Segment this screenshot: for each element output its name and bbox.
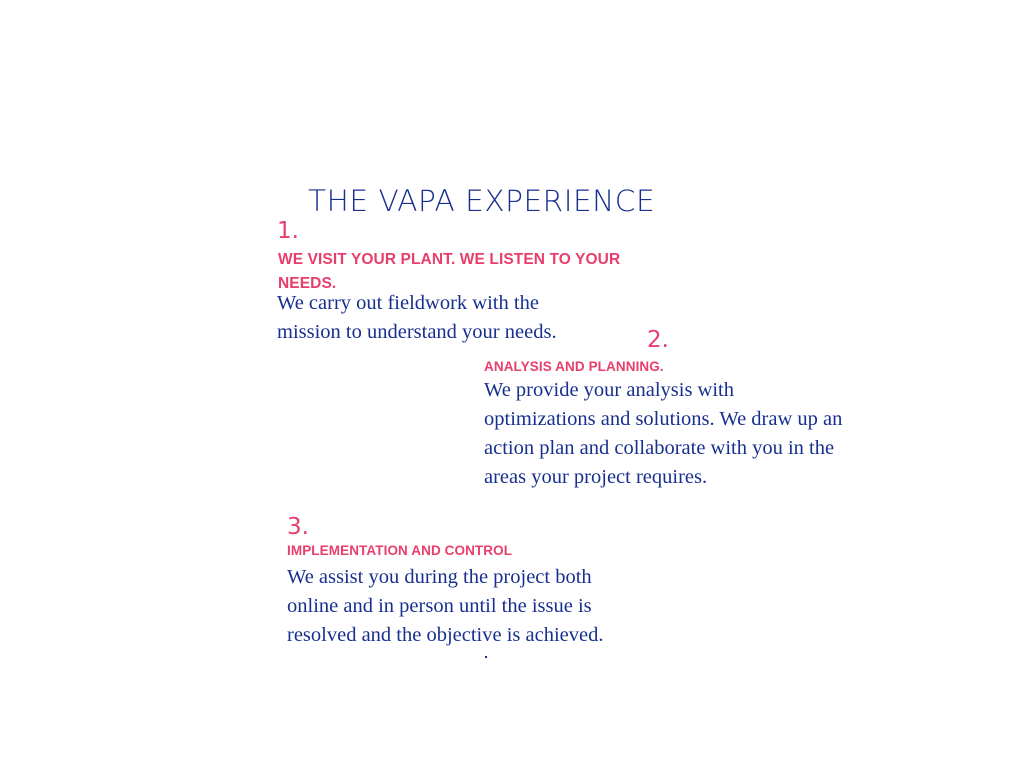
stray-dot <box>485 656 487 658</box>
page-title: THE VAPA EXPERIENCE <box>308 184 656 218</box>
step-2-body: We provide your analysis with optimizations and solutions. We draw up an action plan and collaborate with you in the areas your project requires. <box>484 379 843 488</box>
step-3-body: We assist you during the project both online and in person until the issue is resolved and the objective is achieved. <box>287 566 604 646</box>
step-2-heading: ANALYSIS AND PLANNING. <box>484 359 664 374</box>
step-1-number: 1. <box>277 218 299 244</box>
step-3-heading: IMPLEMENTATION AND CONTROL <box>287 543 513 558</box>
step-1-heading: WE VISIT YOUR PLANT. WE LISTEN TO YOUR NEEDS. <box>278 251 621 292</box>
step-3-number: 3. <box>287 514 309 540</box>
step-2-number: 2. <box>647 327 669 353</box>
step-1-body: We carry out fieldwork with the mission to understand your needs. <box>277 292 557 343</box>
